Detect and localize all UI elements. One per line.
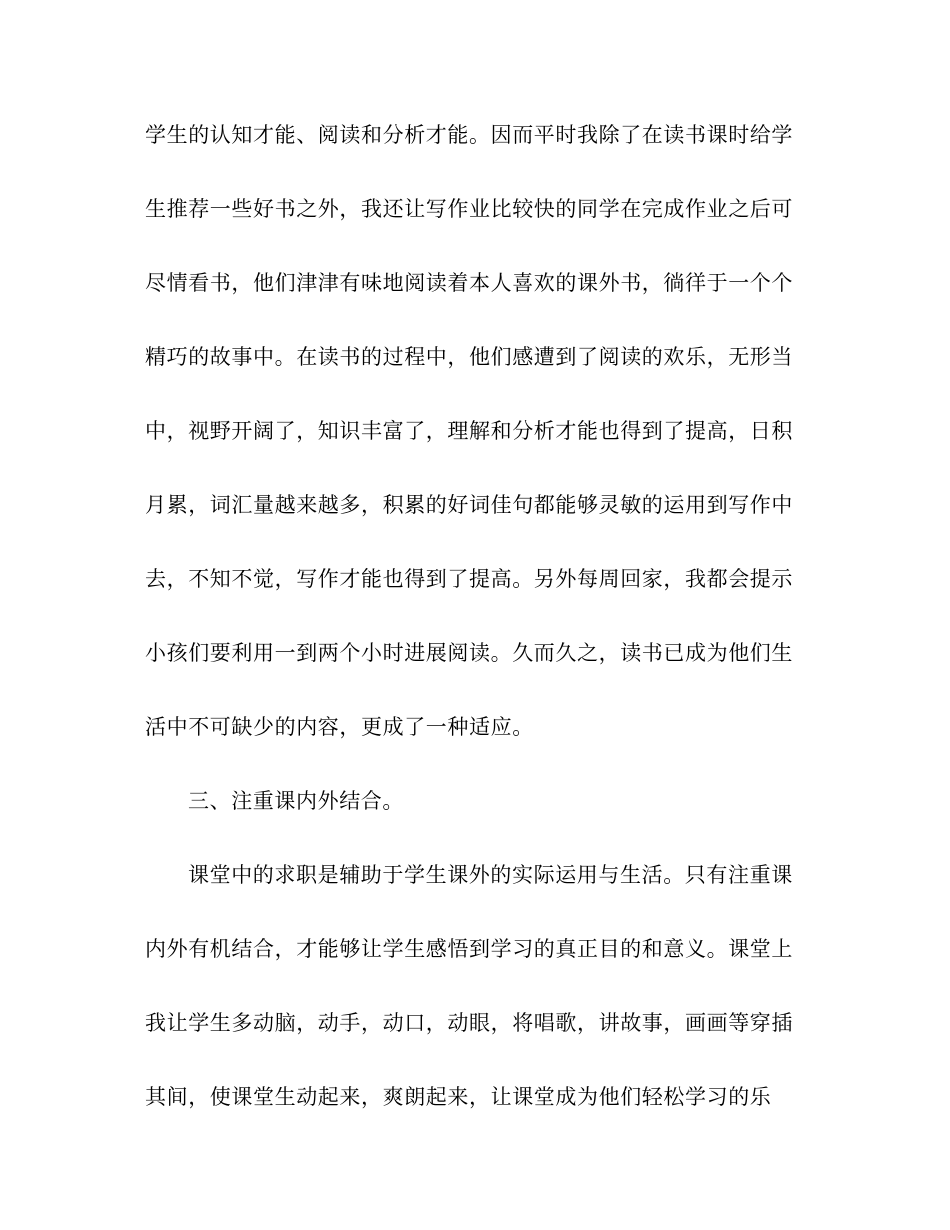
paragraph-line: 小孩们要利用一到两个小时进展阅读。久而久之，读书已成为他们生 [145, 641, 793, 665]
paragraph-line: 月累，词汇量越来越多，积累的好词佳句都能够灵敏的运用到写作中 [145, 493, 793, 517]
paragraph-line: 生推荐一些好书之外，我还让写作业比较快的同学在完成作业之后可 [145, 197, 793, 221]
paragraph-line: 我让学生多动脑，动手，动口，动眼，将唱歌，讲故事，画画等穿插 [145, 1011, 793, 1035]
paragraph-line: 中，视野开阔了，知识丰富了，理解和分析才能也得到了提高，日积 [145, 419, 793, 443]
paragraph-line: 精巧的故事中。在读书的过程中，他们感遭到了阅读的欢乐，无形当 [145, 345, 793, 369]
paragraph-line: 去，不知不觉，写作才能也得到了提高。另外每周回家，我都会提示 [145, 567, 793, 591]
paragraph-line: 课堂中的求职是辅助于学生课外的实际运用与生活。只有注重课 [188, 863, 793, 887]
paragraph-line: 内外有机结合，才能够让学生感悟到学习的真正目的和意义。课堂上 [145, 937, 793, 961]
paragraph-line: 其间，使课堂生动起来，爽朗起来，让课堂成为他们轻松学习的乐 [145, 1085, 772, 1109]
section-heading: 三、注重课内外结合。 [188, 789, 404, 813]
paragraph-line: 学生的认知才能、阅读和分析才能。因而平时我除了在读书课时给学 [145, 123, 793, 147]
paragraph-line: 活中不可缺少的内容，更成了一种适应。 [145, 715, 534, 739]
paragraph-line: 尽情看书，他们津津有味地阅读着本人喜欢的课外书，徜徉于一个个 [145, 271, 793, 295]
